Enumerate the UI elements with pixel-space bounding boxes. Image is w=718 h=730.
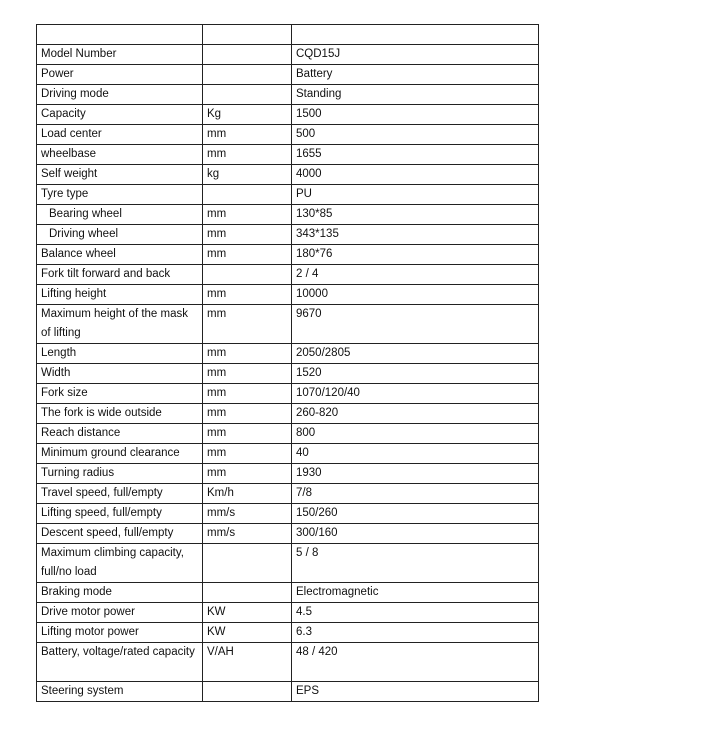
param-cell: Maximum climbing capacity, full/no load xyxy=(37,544,203,583)
value-cell: 1070/120/40 xyxy=(292,384,539,404)
table-row xyxy=(37,603,539,623)
unit-cell xyxy=(203,85,292,105)
table-row xyxy=(37,444,539,464)
table-row xyxy=(37,105,539,125)
param-cell: Driving wheel xyxy=(37,225,203,245)
table-row xyxy=(37,85,539,105)
param-cell: Turning radius xyxy=(37,464,203,484)
value-cell: 10000 xyxy=(292,285,539,305)
value-cell: 6.3 xyxy=(292,623,539,643)
param-cell: Length xyxy=(37,344,203,364)
table-row xyxy=(37,285,539,305)
value-cell: 48 / 420 xyxy=(292,643,539,682)
unit-cell xyxy=(203,583,292,603)
unit-cell: mm xyxy=(203,424,292,444)
unit-cell: mm/s xyxy=(203,504,292,524)
value-cell: 5 / 8 xyxy=(292,544,539,583)
unit-cell xyxy=(203,185,292,205)
unit-cell: mm xyxy=(203,205,292,225)
header-cell-1 xyxy=(37,25,203,45)
param-cell: Reach distance xyxy=(37,424,203,444)
param-cell: Lifting speed, full/empty xyxy=(37,504,203,524)
value-cell: PU xyxy=(292,185,539,205)
table-row xyxy=(37,504,539,524)
value-cell: 1930 xyxy=(292,464,539,484)
header-row xyxy=(37,25,539,45)
unit-cell xyxy=(203,45,292,65)
table-row xyxy=(37,404,539,424)
param-cell: Model Number xyxy=(37,45,203,65)
value-cell: 4000 xyxy=(292,165,539,185)
table-row xyxy=(37,125,539,145)
param-cell: Bearing wheel xyxy=(37,205,203,225)
value-cell: 150/260 xyxy=(292,504,539,524)
value-cell: EPS xyxy=(292,682,539,702)
header-cell-2 xyxy=(203,25,292,45)
param-cell: Maximum height of the mask of lifting xyxy=(37,305,203,344)
unit-cell xyxy=(203,265,292,285)
param-cell: Steering system xyxy=(37,682,203,702)
unit-cell xyxy=(203,682,292,702)
unit-cell: mm xyxy=(203,364,292,384)
unit-cell: mm xyxy=(203,464,292,484)
table-row xyxy=(37,623,539,643)
value-cell: 2 / 4 xyxy=(292,265,539,285)
value-cell: 800 xyxy=(292,424,539,444)
param-cell: Travel speed, full/empty xyxy=(37,484,203,504)
unit-cell: mm xyxy=(203,404,292,424)
param-cell: Drive motor power xyxy=(37,603,203,623)
table-row xyxy=(37,364,539,384)
value-cell: 260-820 xyxy=(292,404,539,424)
table-row xyxy=(37,424,539,444)
param-cell: Width xyxy=(37,364,203,384)
unit-cell: mm xyxy=(203,145,292,165)
value-cell: 343*135 xyxy=(292,225,539,245)
table-row xyxy=(37,682,539,702)
unit-cell: mm xyxy=(203,225,292,245)
value-cell: 40 xyxy=(292,444,539,464)
value-cell: 500 xyxy=(292,125,539,145)
table-row xyxy=(37,165,539,185)
value-cell: 130*85 xyxy=(292,205,539,225)
table-row xyxy=(37,45,539,65)
table-row xyxy=(37,185,539,205)
param-cell: Tyre type xyxy=(37,185,203,205)
param-cell: Power xyxy=(37,65,203,85)
param-cell: wheelbase xyxy=(37,145,203,165)
table-row xyxy=(37,265,539,285)
unit-cell xyxy=(203,65,292,85)
param-cell: Driving mode xyxy=(37,85,203,105)
param-cell: Balance wheel xyxy=(37,245,203,265)
table-row xyxy=(37,344,539,364)
table-row xyxy=(37,384,539,404)
param-cell: Self weight xyxy=(37,165,203,185)
value-cell: 7/8 xyxy=(292,484,539,504)
param-cell: Braking mode xyxy=(37,583,203,603)
value-cell: 1655 xyxy=(292,145,539,165)
unit-cell: V/AH xyxy=(203,643,292,682)
param-cell: Battery, voltage/rated capacity xyxy=(37,643,203,682)
table-row xyxy=(37,65,539,85)
unit-cell: mm xyxy=(203,444,292,464)
table-row xyxy=(37,544,539,583)
unit-cell: mm/s xyxy=(203,524,292,544)
unit-cell: Kg xyxy=(203,105,292,125)
param-cell: Lifting motor power xyxy=(37,623,203,643)
unit-cell: mm xyxy=(203,344,292,364)
param-cell: Lifting height xyxy=(37,285,203,305)
value-cell: CQD15J xyxy=(292,45,539,65)
table-row xyxy=(37,305,539,344)
unit-cell: mm xyxy=(203,285,292,305)
unit-cell xyxy=(203,544,292,583)
table-row xyxy=(37,145,539,165)
table-row xyxy=(37,524,539,544)
header-cell-3 xyxy=(292,25,539,45)
unit-cell: mm xyxy=(203,125,292,145)
value-cell: Battery xyxy=(292,65,539,85)
value-cell: Standing xyxy=(292,85,539,105)
unit-cell: KW xyxy=(203,603,292,623)
table-row xyxy=(37,643,539,682)
value-cell: 4.5 xyxy=(292,603,539,623)
unit-cell: Km/h xyxy=(203,484,292,504)
value-cell: 1520 xyxy=(292,364,539,384)
table-row xyxy=(37,484,539,504)
spec-table-body xyxy=(37,25,539,702)
table-row xyxy=(37,583,539,603)
value-cell: 300/160 xyxy=(292,524,539,544)
param-cell: Minimum ground clearance xyxy=(37,444,203,464)
table-row xyxy=(37,464,539,484)
value-cell: 2050/2805 xyxy=(292,344,539,364)
param-cell: Load center xyxy=(37,125,203,145)
unit-cell: mm xyxy=(203,384,292,404)
table-row xyxy=(37,245,539,265)
unit-cell: mm xyxy=(203,305,292,344)
param-cell: The fork is wide outside xyxy=(37,404,203,424)
param-cell: Fork tilt forward and back xyxy=(37,265,203,285)
value-cell: 9670 xyxy=(292,305,539,344)
table-row xyxy=(37,205,539,225)
param-cell: Fork size xyxy=(37,384,203,404)
unit-cell: mm xyxy=(203,245,292,265)
table-row xyxy=(37,225,539,245)
param-cell: Capacity xyxy=(37,105,203,125)
value-cell: Electromagnetic xyxy=(292,583,539,603)
value-cell: 1500 xyxy=(292,105,539,125)
value-cell: 180*76 xyxy=(292,245,539,265)
param-cell: Descent speed, full/empty xyxy=(37,524,203,544)
unit-cell: kg xyxy=(203,165,292,185)
spec-table xyxy=(36,24,539,702)
unit-cell: KW xyxy=(203,623,292,643)
